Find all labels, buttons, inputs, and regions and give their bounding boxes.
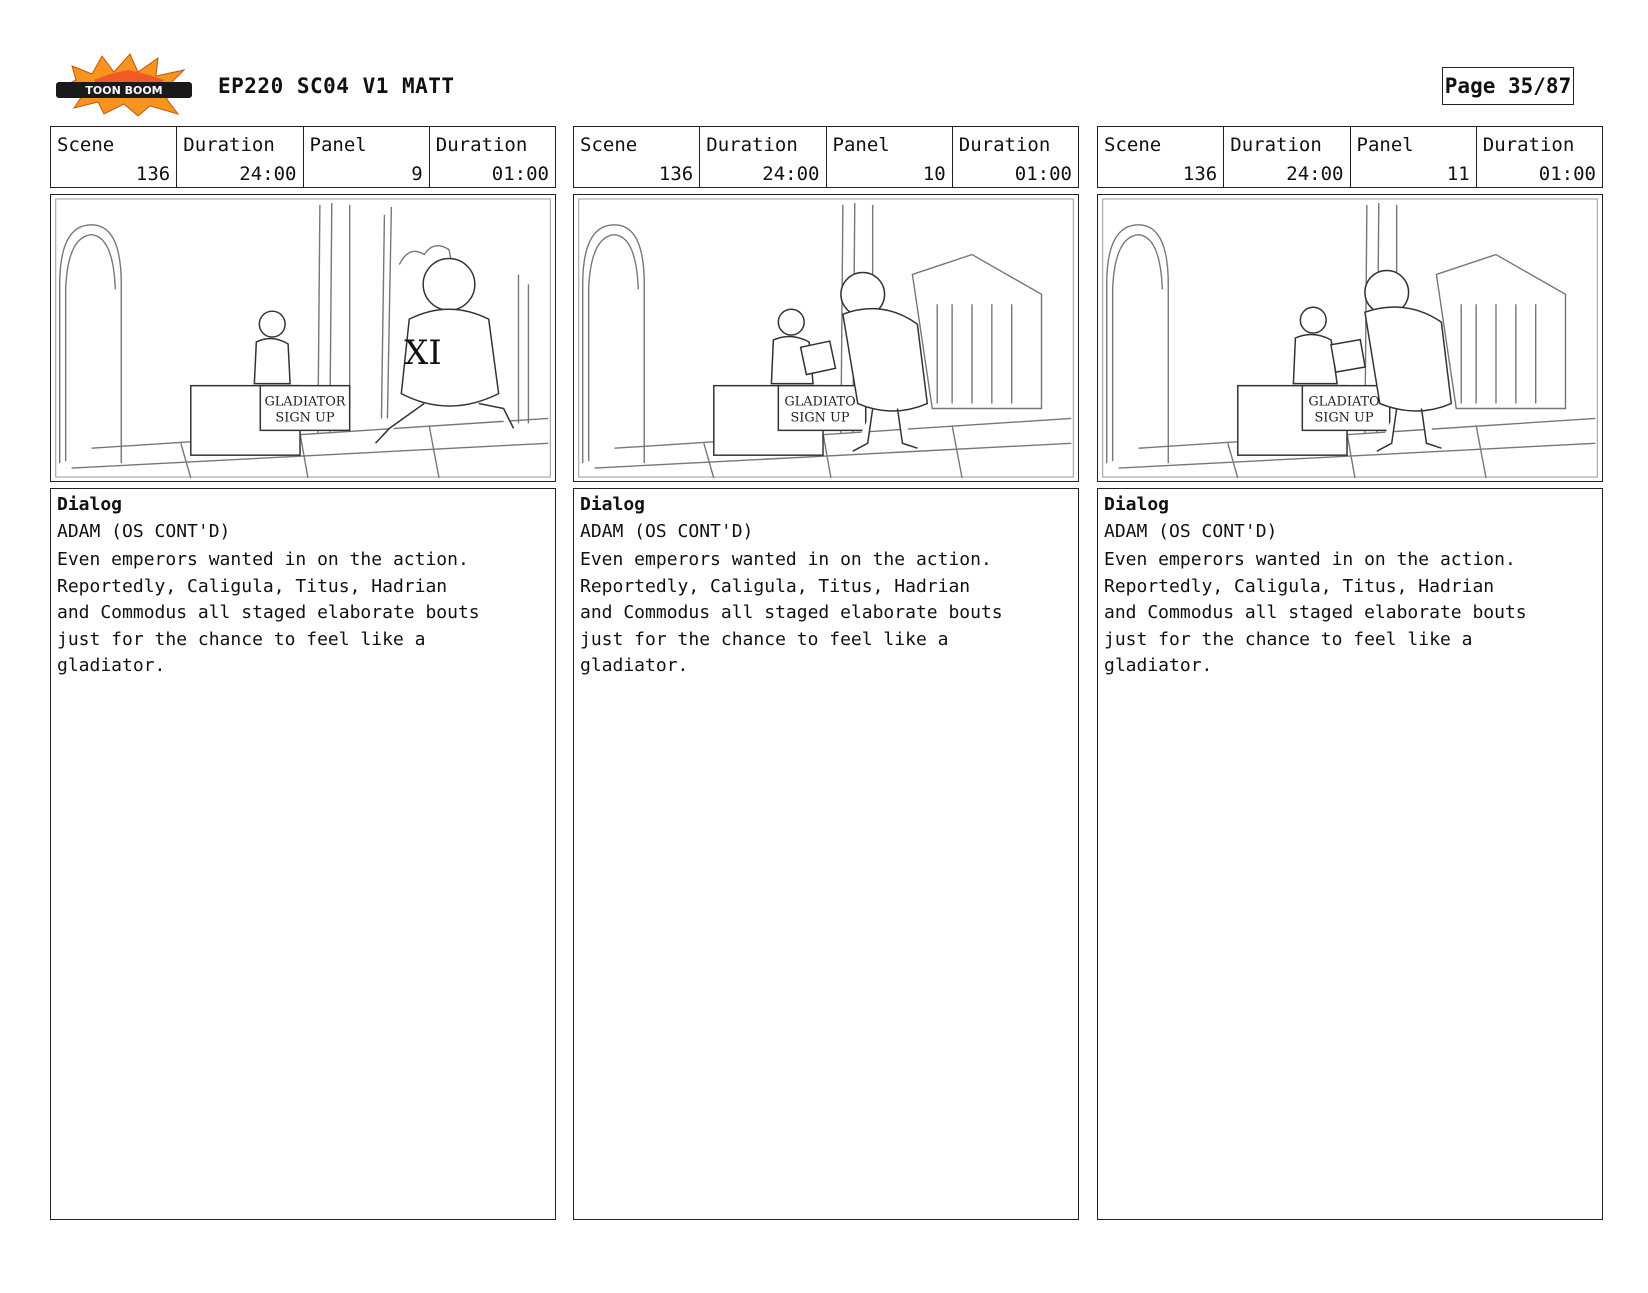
scene-duration: 24:00 (239, 163, 297, 185)
scene-duration: 24:00 (762, 163, 820, 185)
panel-number: 10 (922, 163, 946, 185)
sign-text-line2: SIGN UP (790, 410, 850, 426)
dialog-box (1097, 488, 1603, 1220)
scene-number: 136 (1182, 163, 1218, 185)
sketch-drawing (574, 195, 1078, 481)
scene-duration-cell (700, 127, 826, 187)
dialog-text: Even emperors wanted in on the action. Reportedly, Caligula, Titus, Hadrian and Commodus all staged elaborate bouts just for the chance to feel like a gladiator. (580, 549, 1003, 676)
scene-cell (574, 127, 700, 187)
duration-label: Duration (1230, 134, 1322, 156)
sign-text-line2: SIGN UP (275, 410, 335, 426)
sign-text-line1: GLADIATOR (264, 394, 346, 410)
duration-label: Duration (183, 134, 275, 156)
scene-duration-cell (1224, 127, 1350, 187)
panel-label: Panel (1356, 134, 1414, 156)
panel-number: 9 (411, 163, 423, 185)
dialog-box (573, 488, 1079, 1220)
scene-label: Scene (580, 134, 638, 156)
panel-number: 11 (1446, 163, 1470, 185)
sign-text-line2: SIGN UP (1314, 410, 1374, 426)
dialog-heading: Dialog (57, 494, 123, 515)
storyboard-frame (50, 194, 556, 482)
dialog-text: Even emperors wanted in on the action. Reportedly, Caligula, Titus, Hadrian and Commodus all staged elaborate bouts just for the chance to feel like a gladiator. (57, 549, 480, 676)
panel-duration-cell (1477, 127, 1602, 187)
panel-label: Panel (309, 134, 367, 156)
logo-text: TOON BOOM (85, 84, 163, 97)
dialog-speaker: ADAM (OS CONT'D) (1104, 521, 1278, 542)
dialog-speaker: ADAM (OS CONT'D) (57, 521, 231, 542)
panel-info-row (50, 126, 556, 188)
sign-text-line1: GLADIATO (1308, 394, 1380, 410)
scene-label: Scene (1104, 134, 1162, 156)
duration-label: Duration (1482, 134, 1575, 156)
svg-text:XI: XI (404, 332, 442, 372)
sketch-drawing (51, 195, 555, 481)
dialog-speaker: ADAM (OS CONT'D) (580, 521, 754, 542)
page-indicator: Page 35/87 (1442, 67, 1574, 105)
scene-number: 136 (135, 163, 171, 185)
panel-cell (304, 127, 430, 187)
scene-number: 136 (658, 163, 694, 185)
duration-label: Duration (706, 134, 798, 156)
scene-label: Scene (57, 134, 115, 156)
panel-column-2 (573, 126, 1079, 1220)
panel-label: Panel (832, 134, 890, 156)
dialog-heading: Dialog (580, 494, 646, 515)
panel-duration-cell (430, 127, 555, 187)
duration-label: Duration (435, 134, 528, 156)
storyboard-frame (1097, 194, 1603, 482)
panel-info-row (1097, 126, 1603, 188)
toon-boom-logo (54, 50, 196, 118)
scene-cell (51, 127, 177, 187)
panel-cell (1351, 127, 1477, 187)
document-title: EP220 SC04 V1 MATT (218, 74, 455, 98)
panel-duration: 01:00 (1538, 163, 1596, 185)
panel-cell (827, 127, 953, 187)
panel-info-row (573, 126, 1079, 188)
dialog-text: Even emperors wanted in on the action. Reportedly, Caligula, Titus, Hadrian and Commodus all staged elaborate bouts just for the chance to feel like a gladiator. (1104, 549, 1527, 676)
sign-text-line1: GLADIATO (784, 394, 856, 410)
panel-column-1 (50, 126, 556, 1220)
panel-column-3 (1097, 126, 1603, 1220)
panel-duration: 01:00 (1014, 163, 1072, 185)
panel-duration-cell (953, 127, 1078, 187)
scene-duration-cell (177, 127, 303, 187)
dialog-box (50, 488, 556, 1220)
scene-cell (1098, 127, 1224, 187)
storyboard-frame (573, 194, 1079, 482)
panel-duration: 01:00 (491, 163, 549, 185)
dialog-heading: Dialog (1104, 494, 1170, 515)
sketch-drawing (1098, 195, 1602, 481)
duration-label: Duration (958, 134, 1051, 156)
scene-duration: 24:00 (1286, 163, 1344, 185)
